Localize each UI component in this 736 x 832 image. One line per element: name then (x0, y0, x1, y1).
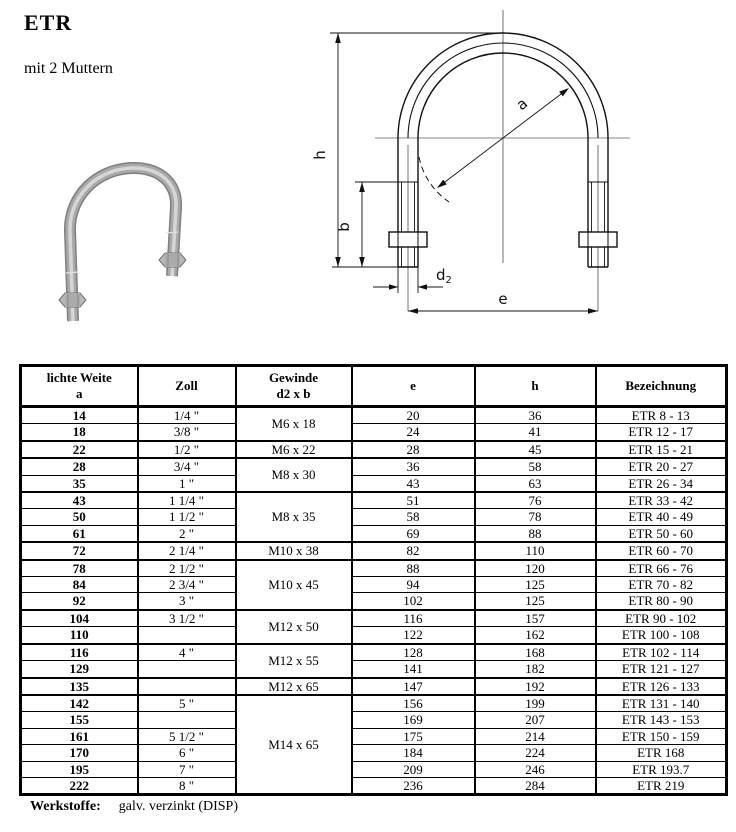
dimension-b (335, 182, 398, 267)
cell-bezeichnung: ETR 26 - 34 (596, 475, 727, 492)
cell-gewinde: M12 x 50 (236, 610, 352, 644)
page-subtitle: mit 2 Muttern (24, 60, 113, 77)
cell-a: 28 (21, 458, 138, 475)
cell-e: 36 (352, 458, 475, 475)
table-row (21, 695, 727, 712)
cell-zoll: 3/8 " (138, 424, 236, 441)
table-row (21, 627, 727, 644)
cell-e: 156 (352, 695, 475, 712)
materials-note (30, 799, 238, 815)
dashed-circle-arc (419, 157, 449, 202)
cell-h: 182 (475, 661, 596, 678)
cell-bezeichnung: ETR 15 - 21 (596, 441, 727, 458)
dim-label-a: a (512, 94, 532, 114)
cell-bezeichnung: ETR 90 - 102 (596, 610, 727, 627)
nut-right (579, 232, 617, 247)
cell-a: 43 (21, 492, 138, 509)
cell-a: 155 (21, 712, 138, 728)
cell-bezeichnung: ETR 33 - 42 (596, 492, 727, 509)
cell-bezeichnung: ETR 121 - 127 (596, 661, 727, 678)
cell-h: 41 (475, 424, 596, 441)
cell-gewinde: M10 x 45 (236, 560, 352, 610)
cell-bezeichnung: ETR 193.7 (596, 761, 727, 777)
table-row (21, 661, 727, 678)
col-header-lichte-weite (21, 366, 138, 407)
cell-h: 88 (475, 525, 596, 542)
cell-bezeichnung: ETR 80 - 90 (596, 593, 727, 610)
cell-zoll: 3/4 " (138, 458, 236, 475)
table-row (21, 745, 727, 761)
cell-bezeichnung: ETR 102 - 114 (596, 644, 727, 661)
table-row (21, 761, 727, 777)
table-row (21, 728, 727, 744)
cell-gewinde: M6 x 18 (236, 407, 352, 441)
cell-a: 22 (21, 441, 138, 458)
cell-e: 69 (352, 525, 475, 542)
cell-a: 14 (21, 407, 138, 424)
cell-zoll: 5 1/2 " (138, 728, 236, 744)
cell-e: 128 (352, 644, 475, 661)
cell-bezeichnung: ETR 100 - 108 (596, 627, 727, 644)
cell-a: 195 (21, 761, 138, 777)
cell-a: 72 (21, 542, 138, 559)
cell-bezeichnung: ETR 131 - 140 (596, 695, 727, 712)
cell-bezeichnung: ETR 126 - 133 (596, 678, 727, 695)
cell-e: 51 (352, 492, 475, 509)
table-row (21, 407, 727, 424)
cell-a: 84 (21, 577, 138, 593)
table-row (21, 525, 727, 542)
cell-zoll (138, 627, 236, 644)
cell-bezeichnung: ETR 50 - 60 (596, 525, 727, 542)
table-row (21, 441, 727, 458)
cell-zoll: 8 " (138, 777, 236, 794)
col-header-zoll (138, 366, 236, 407)
cell-h: 125 (475, 577, 596, 593)
cell-h: 36 (475, 407, 596, 424)
cell-h: 45 (475, 441, 596, 458)
cell-e: 88 (352, 560, 475, 577)
cell-h: 168 (475, 644, 596, 661)
cell-bezeichnung: ETR 40 - 49 (596, 509, 727, 525)
cell-bezeichnung: ETR 8 - 13 (596, 407, 727, 424)
cell-e: 147 (352, 678, 475, 695)
cell-bezeichnung: ETR 20 - 27 (596, 458, 727, 475)
dimensions-table (19, 364, 728, 796)
dim-label-b: b (335, 222, 353, 232)
dimension-e (408, 290, 598, 314)
cell-e: 236 (352, 777, 475, 794)
cell-a: 18 (21, 424, 138, 441)
cell-h: 110 (475, 542, 596, 559)
table-row (21, 492, 727, 509)
cell-zoll: 1 " (138, 475, 236, 492)
cell-gewinde: M12 x 55 (236, 644, 352, 678)
cell-gewinde: M12 x 65 (236, 678, 352, 695)
cell-h: 199 (475, 695, 596, 712)
header-text: e (410, 378, 416, 393)
dim-label-d2: $d_2$ (436, 266, 452, 286)
page-title: ETR (24, 10, 73, 35)
photo-nut-left (59, 293, 86, 307)
dim-label-e: e (498, 290, 508, 308)
cell-zoll: 2 1/4 " (138, 542, 236, 559)
u-bolt-photo (59, 168, 186, 321)
cell-h: 63 (475, 475, 596, 492)
cell-zoll: 2 3/4 " (138, 577, 236, 593)
table-row (21, 593, 727, 610)
header-row (21, 366, 727, 407)
cell-e: 102 (352, 593, 475, 610)
cell-e: 94 (352, 577, 475, 593)
cell-h: 162 (475, 627, 596, 644)
cell-a: 104 (21, 610, 138, 627)
spec-table-body (21, 407, 727, 795)
cell-e: 58 (352, 509, 475, 525)
cell-h: 214 (475, 728, 596, 744)
technical-drawing (300, 5, 730, 345)
cell-h: 58 (475, 458, 596, 475)
dim-label-h: h (311, 150, 329, 160)
cell-bezeichnung: ETR 66 - 76 (596, 560, 727, 577)
header-text: Zoll (175, 378, 198, 393)
cell-gewinde: M10 x 38 (236, 542, 352, 559)
cell-bezeichnung: ETR 70 - 82 (596, 577, 727, 593)
cell-h: 192 (475, 678, 596, 695)
cell-zoll: 6 " (138, 745, 236, 761)
cell-h: 284 (475, 777, 596, 794)
cell-a: 222 (21, 777, 138, 794)
cell-bezeichnung: ETR 143 - 153 (596, 712, 727, 728)
cell-bezeichnung: ETR 168 (596, 745, 727, 761)
cell-e: 122 (352, 627, 475, 644)
cell-zoll: 1 1/2 " (138, 509, 236, 525)
header-text: Bezeichnung (625, 378, 697, 393)
cell-zoll: 1/2 " (138, 441, 236, 458)
cell-e: 184 (352, 745, 475, 761)
table-row (21, 560, 727, 577)
cell-zoll (138, 661, 236, 678)
cell-e: 24 (352, 424, 475, 441)
cell-zoll (138, 678, 236, 695)
materials-value: galv. verzinkt (DISP) (118, 799, 238, 814)
cell-e: 43 (352, 475, 475, 492)
cell-zoll: 7 " (138, 761, 236, 777)
materials-label: Werkstoffe: (30, 799, 101, 814)
cell-h: 207 (475, 712, 596, 728)
cell-bezeichnung: ETR 60 - 70 (596, 542, 727, 559)
table-row (21, 644, 727, 661)
cell-h: 76 (475, 492, 596, 509)
header-text: Gewinde (268, 370, 319, 385)
cell-h: 78 (475, 509, 596, 525)
col-header-h (475, 366, 596, 407)
cell-zoll: 5 " (138, 695, 236, 712)
cell-a: 35 (21, 475, 138, 492)
cell-a: 135 (21, 678, 138, 695)
table-row (21, 424, 727, 441)
nut-left (389, 232, 427, 247)
cell-e: 209 (352, 761, 475, 777)
cell-zoll: 3 " (138, 593, 236, 610)
table-row (21, 542, 727, 559)
col-header-bezeichnung (596, 366, 727, 407)
header-text: lichte Weite (46, 370, 112, 385)
col-header-e (352, 366, 475, 407)
cell-gewinde: M6 x 22 (236, 441, 352, 458)
cell-a: 92 (21, 593, 138, 610)
cell-zoll: 1 1/4 " (138, 492, 236, 509)
table-row (21, 678, 727, 695)
cell-bezeichnung: ETR 150 - 159 (596, 728, 727, 744)
cell-h: 125 (475, 593, 596, 610)
table-row (21, 509, 727, 525)
col-header-gewinde (236, 366, 352, 407)
cell-h: 224 (475, 745, 596, 761)
cell-a: 50 (21, 509, 138, 525)
cell-e: 175 (352, 728, 475, 744)
cell-zoll: 3 1/2 " (138, 610, 236, 627)
cell-zoll: 4 " (138, 644, 236, 661)
cell-a: 129 (21, 661, 138, 678)
cell-a: 61 (21, 525, 138, 542)
cell-a: 170 (21, 745, 138, 761)
u-bolt-tube-highlight (70, 168, 176, 321)
table-row (21, 577, 727, 593)
cell-zoll: 1/4 " (138, 407, 236, 424)
table-row (21, 458, 727, 475)
cell-gewinde: M14 x 65 (236, 695, 352, 795)
table-row (21, 712, 727, 728)
table-row (21, 475, 727, 492)
photo-nut-right (159, 253, 186, 267)
cell-gewinde: M8 x 35 (236, 492, 352, 542)
cell-h: 120 (475, 560, 596, 577)
cell-e: 169 (352, 712, 475, 728)
cell-bezeichnung: ETR 12 - 17 (596, 424, 727, 441)
product-photo (48, 145, 248, 340)
cell-zoll (138, 712, 236, 728)
dimension-d2 (373, 266, 452, 293)
cell-a: 78 (21, 560, 138, 577)
cell-a: 142 (21, 695, 138, 712)
header-text: a (76, 386, 83, 401)
table-header (21, 366, 727, 407)
table-row (21, 777, 727, 794)
header-text: h (531, 378, 539, 393)
header-text: d2 x b (276, 386, 311, 401)
cell-h: 246 (475, 761, 596, 777)
cell-a: 116 (21, 644, 138, 661)
cell-bezeichnung: ETR 219 (596, 777, 727, 794)
table-row (21, 610, 727, 627)
cell-gewinde: M8 x 30 (236, 458, 352, 492)
cell-a: 110 (21, 627, 138, 644)
cell-e: 141 (352, 661, 475, 678)
cell-a: 161 (21, 728, 138, 744)
cell-h: 157 (475, 610, 596, 627)
cell-e: 28 (352, 441, 475, 458)
cell-e: 116 (352, 610, 475, 627)
cell-zoll: 2 1/2 " (138, 560, 236, 577)
cell-e: 20 (352, 407, 475, 424)
cell-e: 82 (352, 542, 475, 559)
cell-zoll: 2 " (138, 525, 236, 542)
